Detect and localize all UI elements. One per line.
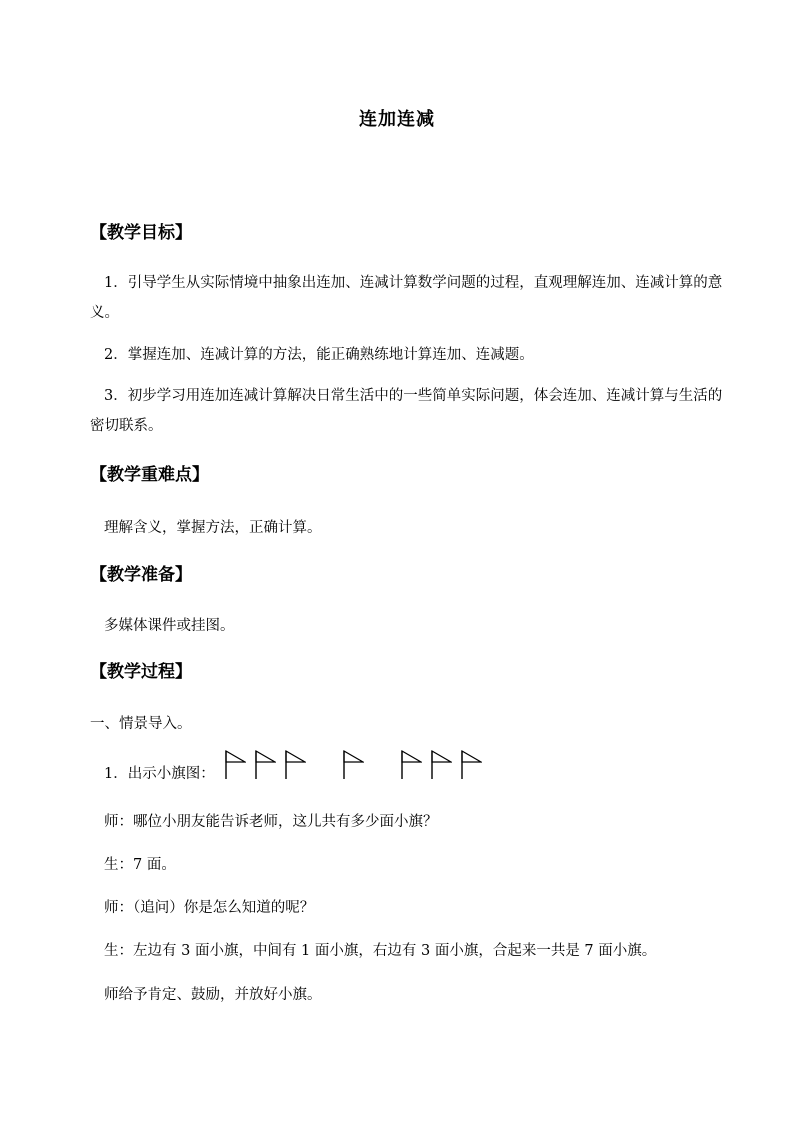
process-heading: 【教学过程】 [90, 662, 192, 682]
dialogue-line-5: 师给予肯定、鼓励，并放好小旗。 [104, 987, 322, 1003]
flag-icon [460, 750, 482, 780]
key-points-text: 理解含义，掌握方法，正确计算。 [104, 520, 322, 536]
document-title: 连加连减 [359, 109, 435, 130]
goal-item-3: 3．初步学习用连加连减计算解决日常生活中的一些简单实际问题，体会连加、连减计算与生活的密切联系。 [90, 388, 723, 434]
goal-item-1: 1．引导学生从实际情境中抽象出连加、连减计算数学问题的过程，直观理解连加、连减计算的意义。 [90, 275, 723, 321]
dialogue-line-4: 生：左边有 3 面小旗，中间有 1 面小旗，右边有 3 面小旗，合起来一共是 7 面小旗。 [104, 943, 657, 959]
flag-icon [224, 750, 246, 780]
dialogue-line-3: 师：（追问）你是怎么知道的呢？ [104, 900, 315, 916]
process-step-1: 一、情景导入。 [90, 716, 192, 732]
process-item-1-label: 1．出示小旗图： [104, 766, 215, 782]
flag-icon [254, 750, 276, 780]
dialogue-line-1: 师：哪位小朋友能告诉老师，这儿共有多少面小旗？ [104, 814, 438, 830]
flags-illustration [224, 750, 494, 780]
key-points-heading: 【教学重难点】 [90, 465, 209, 485]
flag-icon [400, 750, 422, 780]
dialogue-line-2: 生：7 面。 [104, 857, 176, 873]
preparation-heading: 【教学准备】 [90, 565, 192, 585]
flag-icon [284, 750, 306, 780]
goal-item-2: 2．掌握连加、连减计算的方法，能正确熟练地计算连加、连减题。 [104, 347, 534, 363]
goals-heading: 【教学目标】 [90, 223, 192, 243]
flag-icon [430, 750, 452, 780]
preparation-text: 多媒体课件或挂图。 [104, 618, 235, 634]
flag-icon [342, 750, 364, 780]
